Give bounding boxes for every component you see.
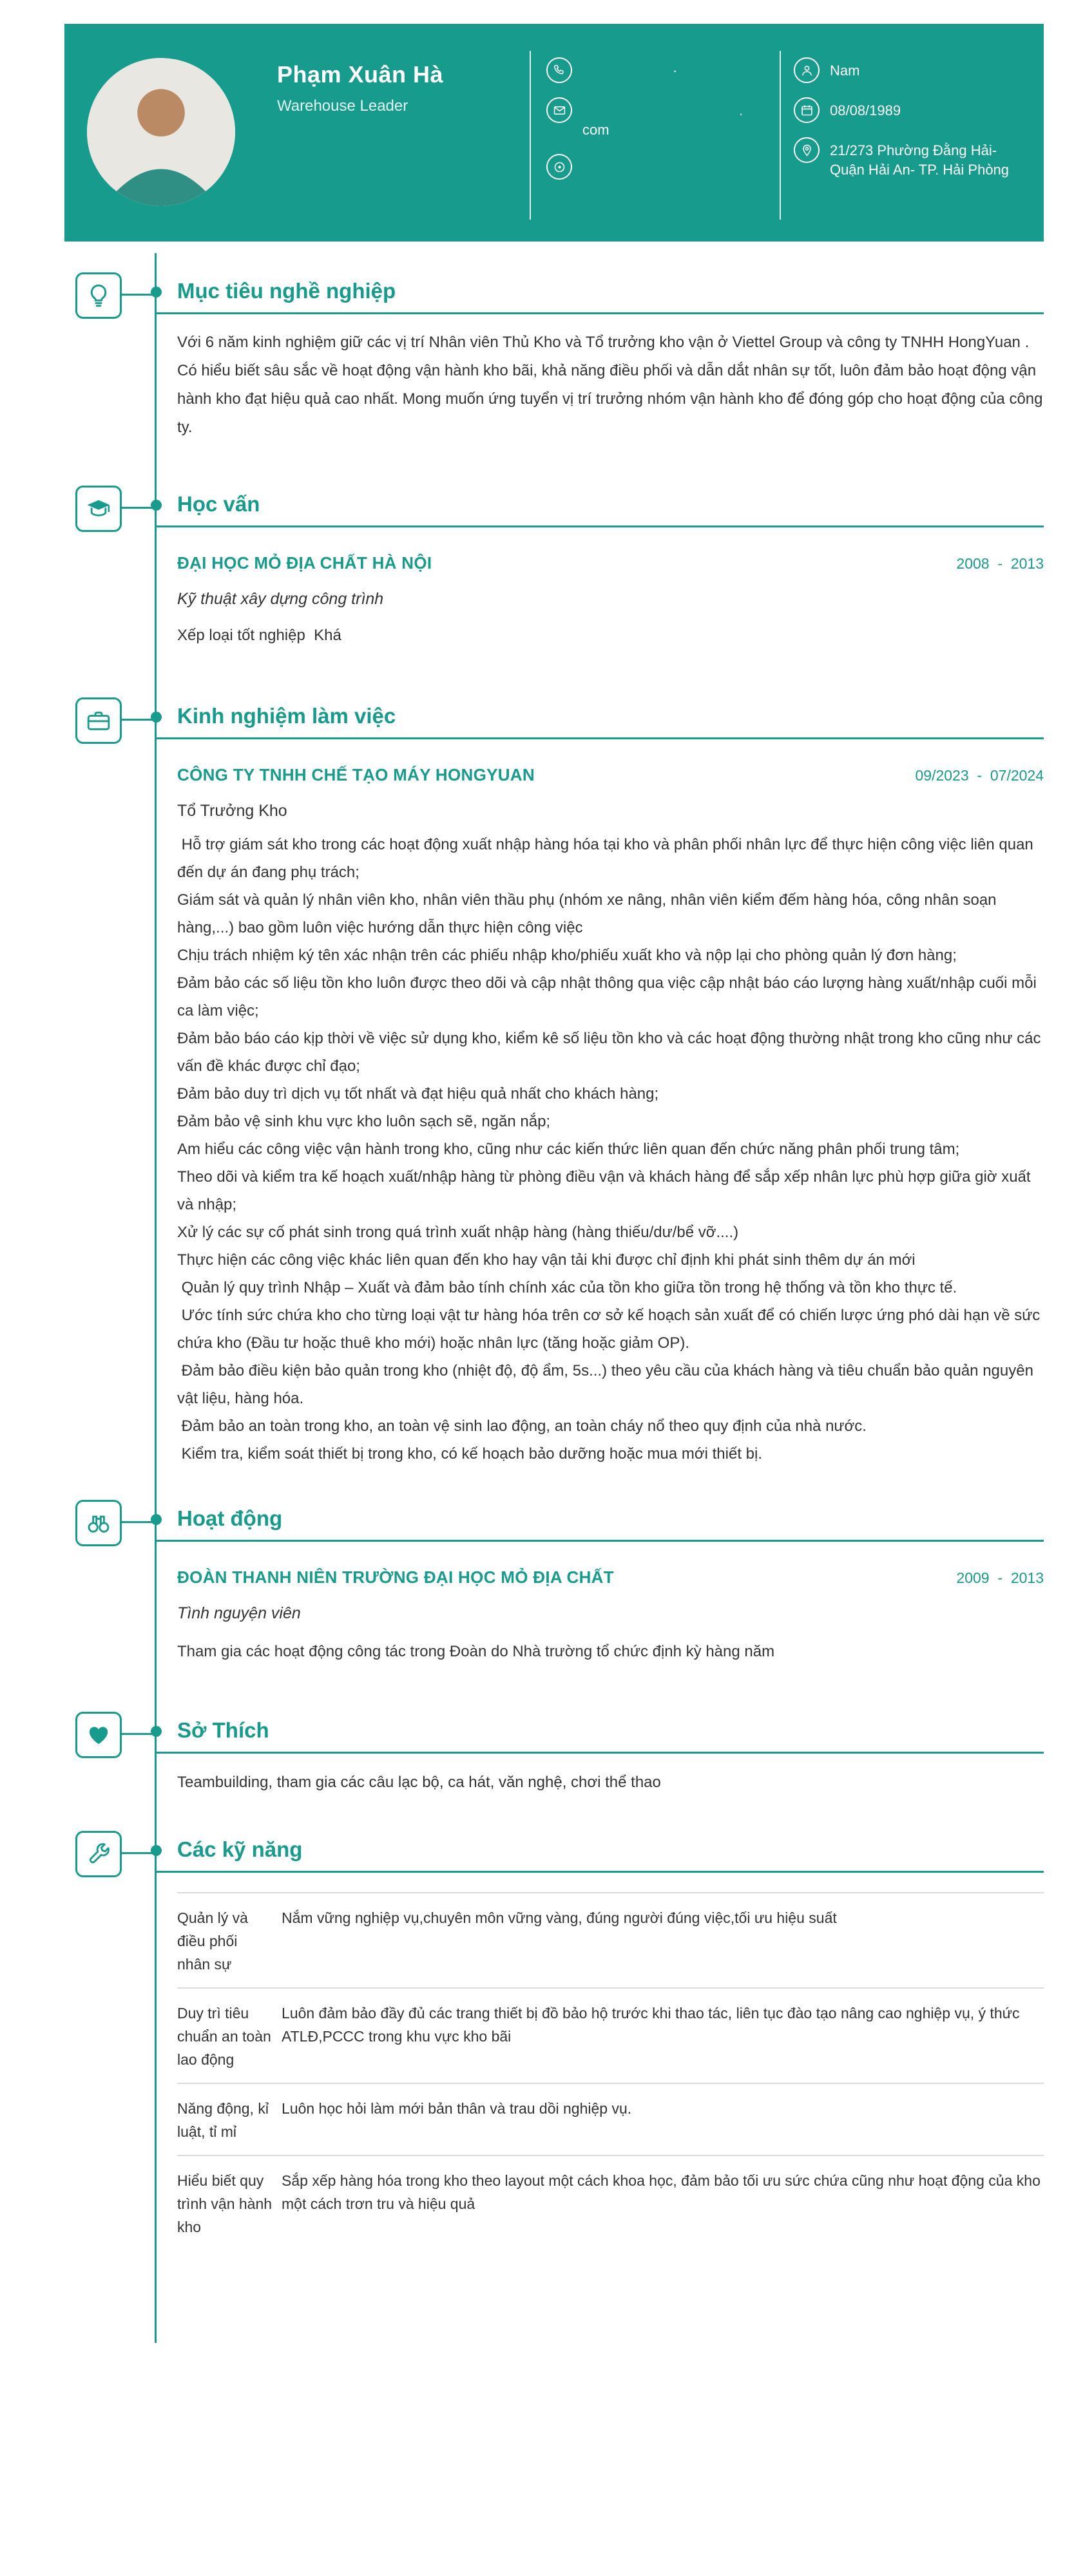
contact-row-address <box>794 137 1032 180</box>
skill-row <box>177 2084 1044 2156</box>
activity-role: Tình nguyện viên <box>177 1604 301 1622</box>
contact-row-dob <box>794 97 1032 123</box>
education-period: 2008 - 2013 <box>956 555 1044 572</box>
duty-line: Quản lý quy trình Nhập – Xuất và đảm bảo tính chính xác của tồn kho giữa tồn trong hệ thống và tồn kho thực tế. <box>177 1279 957 1296</box>
skill-row <box>177 2156 1044 2250</box>
experience-entry-header <box>177 765 1044 785</box>
header-band <box>64 24 1044 242</box>
dob-value: 08/08/1989 <box>830 102 901 118</box>
section-skills <box>177 1837 1044 2250</box>
phone-value: · <box>673 62 678 79</box>
section-objective <box>177 279 1048 442</box>
company-name: CÔNG TY TNHH CHẾ TẠO MÁY HONGYUAN <box>177 765 535 784</box>
graduation-cap-icon <box>75 486 122 532</box>
timeline-connector <box>122 1733 155 1735</box>
timeline-connector <box>122 719 155 721</box>
activity-org: ĐOÀN THANH NIÊN TRƯỜNG ĐẠI HỌC MỎ ĐỊA CHẤT <box>177 1567 614 1587</box>
profile-photo-silhouette <box>87 58 235 206</box>
experience-period: 09/2023 - 07/2024 <box>915 767 1044 784</box>
section-education <box>177 492 1044 645</box>
duty-line: Ước tính sức chứa kho cho từng loại vật tư hàng hóa trên cơ sở kế hoạch sản xuất để có chiến lược ứng phó dài hạn về sức chứa kho (Đầu tư hoặc thuê kho mới) hoặc nhân lực (tăng hoặc giảm OP). <box>177 1307 1044 1352</box>
header-divider <box>530 51 531 220</box>
hobbies-text: Teambuilding, tham gia các câu lạc bộ, ca hát, văn nghệ, chơi thể thao <box>177 1774 661 1791</box>
gender-value: Nam <box>830 62 860 79</box>
address-value: 21/273 Phường Đằng Hải- Quận Hải An- TP. Hải Phòng <box>830 142 1010 178</box>
bulb-icon <box>75 272 122 319</box>
calendar-icon <box>794 97 820 123</box>
section-heading-hobbies: Sở Thích <box>156 1718 1044 1754</box>
timeline-dot <box>151 287 162 298</box>
duty-line: Am hiểu các công việc vận hành trong kho, cũng như các kiến thức liên quan đến chức năng phân phối trung tâm; <box>177 1141 960 1158</box>
skill-desc: Luôn đảm bảo đầy đủ các trang thiết bị đồ bảo hộ trước khi thao tác, liên tục đào tạo nâng cao nghiệp vụ, ý thức ATLĐ,PCCC trong khu vực kho bãi <box>282 2005 1020 2045</box>
circle-dot-icon <box>546 154 572 180</box>
section-heading-objective: Mục tiêu nghề nghiệp <box>156 279 1044 314</box>
duty-line: Đảm bảo an toàn trong kho, an toàn vệ sinh lao động, an toàn cháy nổ theo quy định của nhà nước. <box>177 1417 867 1435</box>
envelope-icon <box>546 97 572 123</box>
section-heading-activities: Hoạt động <box>156 1506 1044 1542</box>
contact-row-other <box>546 154 765 180</box>
section-activities <box>177 1506 1044 1665</box>
email-dot: . <box>739 102 744 118</box>
location-pin-icon <box>794 137 820 163</box>
email-text: com <box>582 122 609 138</box>
contact-row-email <box>546 97 765 140</box>
skill-desc: Luôn học hỏi làm mới bản thân và trau dồi nghiệp vụ. <box>282 2100 632 2117</box>
activity-entry-header <box>177 1567 1044 1587</box>
duty-line: Đảm bảo báo cáo kịp thời về việc sử dụng kho, kiểm kê số liệu tồn kho và các hoạt động thường nhật trong kho cũng như các vấn đề khác được chỉ đạo; <box>177 1030 1046 1075</box>
duty-line: Xử lý các sự cố phát sinh trong quá trình xuất nhập hàng (hàng thiếu/dư/bể vỡ....) <box>177 1224 739 1241</box>
email-value <box>582 97 743 140</box>
duty-line: Hỗ trợ giám sát kho trong các hoạt động xuất nhập hàng hóa tại kho và phân phối nhân lực để thực hiện công việc liên quan đến dự án đang phụ trách; <box>177 836 1038 881</box>
timeline-connector <box>122 507 155 509</box>
timeline-connector <box>122 1852 155 1854</box>
heart-icon <box>75 1712 122 1758</box>
duty-line: Thực hiện các công việc khác liên quan đến kho hay vận tải khi được chỉ định khi phát sinh thêm dự án mới <box>177 1251 916 1269</box>
duty-list <box>177 831 1044 1468</box>
section-heading-skills: Các kỹ năng <box>156 1837 1044 1873</box>
duty-line: Chịu trách nhiệm ký tên xác nhận trên các phiếu nhập kho/phiếu xuất kho và nộp lại cho phòng quản lý đơn hàng; <box>177 947 957 964</box>
duty-line: Giám sát và quản lý nhân viên kho, nhân viên thầu phụ (nhóm xe nâng, nhân viên kiểm đếm hàng hóa, công nhân soạn hàng,...) bao gồm luôn việc hướng dẫn thực hiện công việc <box>177 891 1001 936</box>
wrench-icon <box>75 1831 122 1877</box>
section-experience <box>177 704 1044 1468</box>
contact-row-phone <box>546 57 765 83</box>
skill-table <box>177 1892 1044 2250</box>
contact-row-gender <box>794 57 1032 83</box>
binoculars-icon <box>75 1500 122 1546</box>
skill-desc: Sắp xếp hàng hóa trong kho theo layout một cách khoa học, đảm bảo tối ưu sức chứa cũng như hoạt động của kho một cách trơn tru và hiệu quả <box>282 2172 1041 2212</box>
skill-label: Duy trì tiêu chuẩn an toàn lao động <box>177 2005 271 2068</box>
skill-label: Quản lý và điều phối nhân sự <box>177 1909 248 1973</box>
timeline-dot <box>151 1514 162 1525</box>
cv-body <box>0 242 1065 2250</box>
profile-photo <box>87 58 235 206</box>
duty-line: Kiểm tra, kiểm soát thiết bị trong kho, có kế hoạch bảo dưỡng hoặc mua mới thiết bị. <box>177 1445 763 1463</box>
skill-desc: Nắm vững nghiệp vụ,chuyên môn vững vàng, đúng người đúng việc,tối ưu hiệu suất <box>282 1909 837 1926</box>
timeline-connector <box>122 1521 155 1523</box>
section-heading-experience: Kinh nghiệm làm việc <box>156 704 1044 739</box>
duty-line: Đảm bảo các số liệu tồn kho luôn được theo dõi và cập nhật thông qua việc cập nhật báo cáo lượng hàng xuất/nhập cuối mỗi ca làm việc; <box>177 974 1041 1019</box>
timeline-dot <box>151 712 162 723</box>
identity-block <box>277 61 443 115</box>
skill-row <box>177 1989 1044 2084</box>
activity-period: 2009 - 2013 <box>956 1569 1044 1586</box>
timeline-connector <box>122 294 155 296</box>
skill-label: Hiểu biết quy trình vận hành kho <box>177 2172 273 2235</box>
contact-column-right <box>794 57 1032 180</box>
header-divider <box>780 51 781 220</box>
timeline-dot <box>151 1726 162 1737</box>
timeline-dot <box>151 500 162 511</box>
skill-label: Năng động, kỉ luật, tỉ mỉ <box>177 2100 269 2140</box>
person-icon <box>794 57 820 83</box>
section-heading-education: Học vấn <box>156 492 1044 527</box>
education-major: Kỹ thuật xây dựng công trình <box>177 590 384 608</box>
duty-line: Theo dõi và kiểm tra kế hoạch xuất/nhập hàng từ phòng điều vận và khách hàng để sắp xếp nhân lực phù hợp giữa giờ xuất và nhập; <box>177 1168 1035 1213</box>
education-note: Xếp loại tốt nghiệp Khá <box>177 627 341 644</box>
duty-line: Đảm bảo điều kiện bảo quản trong kho (nhiệt độ, độ ẩm, 5s...) theo yêu cầu của khách hàng và tiêu chuẩn bảo quản nguyên vật liệu, hàng hóa. <box>177 1362 1038 1407</box>
timeline-dot <box>151 1845 162 1856</box>
duty-line: Đảm bảo vệ sinh khu vực kho luôn sạch sẽ, ngăn nắp; <box>177 1113 551 1130</box>
section-hobbies <box>177 1718 1044 1796</box>
activity-desc: Tham gia các hoạt động công tác trong Đoàn do Nhà trường tổ chức định kỳ hàng năm <box>177 1643 775 1660</box>
skill-row <box>177 1893 1044 1989</box>
objective-text: Với 6 năm kinh nghiệm giữ các vị trí Nhân viên Thủ Kho và Tổ trưởng kho vận ở Viettel Group và công ty TNHH HongYuan . Có hiểu biết sâu sắc về hoạt động vận hành kho bãi, khả năng điều phối và dẫn dắt nhân sự tốt, luôn đảm bảo hoạt động vận hành kho đạt hiệu quả cao nhất. Mong muốn ứng tuyển vị trí trưởng nhóm vận hành kho để đóng góp cho hoạt động của công ty. <box>177 334 1048 436</box>
education-entry-header <box>177 553 1044 573</box>
duty-line: Đảm bảo duy trì dịch vụ tốt nhất và đạt hiệu quả nhất cho khách hàng; <box>177 1085 659 1103</box>
briefcase-icon <box>75 697 122 744</box>
candidate-name: Phạm Xuân Hà <box>277 61 444 88</box>
school-name: ĐẠI HỌC MỎ ĐỊA CHẤT HÀ NỘI <box>177 553 432 573</box>
phone-icon <box>546 57 572 83</box>
contact-column-left <box>546 57 765 180</box>
experience-role: Tổ Trưởng Kho <box>177 802 287 820</box>
job-title: Warehouse Leader <box>277 97 408 115</box>
